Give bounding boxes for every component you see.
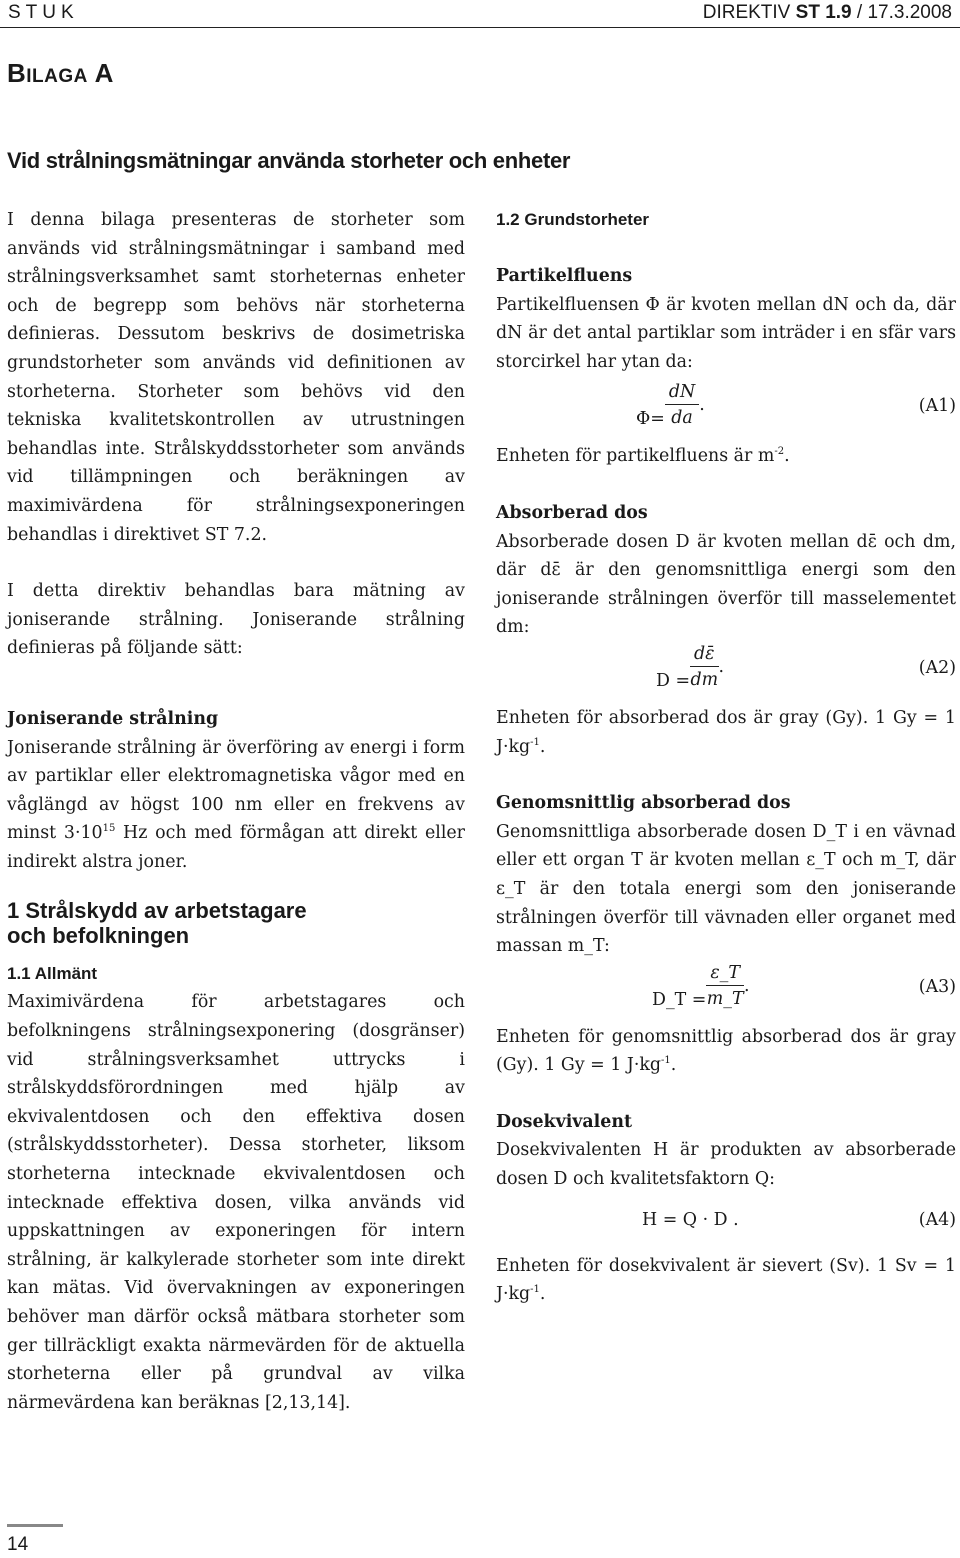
- absorbed-dose-definition: Absorberade dosen D är kvoten mellan dε̄ och dm, där dε̄ är den genomsnittliga energi som den joniserande strålningen överför till masselementet dm:: [496, 531, 956, 638]
- section-1-1-paragraph: Maximivärdena för arbetstagares och befolkningens strålningsexponering (dosgränser) vid strålningsverksamhet uttrycks i strålskyddsförordningen med hjälp av ekvivalentdosen och den effektiva dosen (strålskyddsstorheter). Dessa storheter, liksom storheterna intecknade ekvivalentdosen och intecknade effektiva dosen, vilka används vid uppskattningen av exponeringen för intern strålning, är kalkylerade storheter som inte direkt kan mätas. Vid övervakningen av exponeringen behöver man därför också mätbara storheter som ger tillräckligt exakta närmevärden för de aktuella storheterna eller på grundval av vilka närmevärdena kan beräknas [2,13,14].: [7, 992, 465, 1413]
- equation-number: (A3): [918, 976, 956, 997]
- left-column: [7, 206, 465, 1417]
- fluence-heading: Partikelfluens: [496, 266, 633, 286]
- dose-equivalent-unit: Enheten för dosekvivalent är sievert (Sv). 1 Sv = 1 $J\cdot kg^{-1}$.: [496, 1255, 956, 1305]
- equation-number: (A4): [918, 1209, 956, 1230]
- dose-equivalent-heading: Dosekvivalent: [496, 1111, 633, 1132]
- mean-absorbed-dose-unit: Enheten för genomsnittlig absorberad dos är gray (Gy). 1 Gy = 1 $J\cdot kg^{-1}$.: [496, 1026, 956, 1076]
- dose-equivalent-definition: Dosekvivalenten H är produkten av absorberade dosen D och kvalitetsfaktorn Q:: [496, 1140, 956, 1190]
- mean-absorbed-dose-heading: Genomsnittlig absorberad dos: [496, 793, 791, 814]
- absorbed-dose-heading: Absorberad dos: [496, 502, 648, 523]
- equation-a3: D_T = $\frac{\varepsilon\_T}{m\_T}$ . (A3): [652, 962, 956, 1010]
- header-rule: [0, 27, 960, 28]
- equation-a2: D = $\frac{d\varepsilon̄}{dm}$ . (A2): [656, 643, 956, 691]
- section-1-1-heading: 1.1 Allmänt: [7, 964, 98, 984]
- ionizing-radiation-definition: Joniserande strålning är överföring av energi i form av partiklar eller elektromagnetiska vågor med en våglängd av högst 100 nm eller en frekvens av minst $3\cdot 10^{15}$ Hz och med förmågan att direkt eller indirekt alstra joner.: [7, 737, 465, 872]
- fluence-definition: Partikelfluensen Φ är kvoten mellan dN och da, där dN är det antal partiklar som inträder i en sfär vars storcirkel har ytan da:: [496, 294, 956, 372]
- scope-paragraph: I detta direktiv behandlas bara mätning av joniserande strålning. Joniserande strålning definieras på följande sätt:: [7, 581, 465, 659]
- intro-paragraph: I denna bilaga presenteras de storheter som används vid strålningsmätningar i samband med strålningsverksamhet samt storheternas enheter och de begrepp som behövs när storheterna definieras. Dessutom beskrivs de dosimetriska grundstorheter som används vid definitionen av storheterna. Storheter som behövs vid den tekniska kvalitetskontrollen av utrustningen behandlas inte. Strålskyddsstorheter som används vid tillämpningen och beräkningen av maximivärdena för strålningsexponeringen behandlas i direktivet ST 7.2.: [7, 210, 465, 545]
- page-title: Vid strålningsmätningar använda storheter och enheter: [7, 148, 571, 173]
- appendix-heading: BILAGA A: [7, 58, 114, 88]
- mean-absorbed-dose-definition: Genomsnittliga absorberade dosen D_T i en vävnad eller ett organ T är kvoten mellan ε_T och m_T, där ε_T är den totala energi som den joniserande strålningen överför till vävnaden eller organet med massan m_T:: [496, 821, 956, 957]
- fluence-unit: Enheten för partikelfluens är $m^{-2}$.: [496, 446, 790, 467]
- equation-a4: H = Q · D . (A4): [496, 1194, 956, 1252]
- right-column: [496, 206, 956, 1309]
- header-directive: DIREKTIV ST 1.9 / 17.3.2008: [702, 2, 952, 23]
- equation-number: (A1): [918, 396, 956, 417]
- section-1-2-heading: 1.2 Grundstorheter: [496, 210, 650, 229]
- footer-rule: [7, 1524, 63, 1527]
- section-1-heading: 1 Strålskydd av arbetstagare och befolkningen: [7, 898, 307, 949]
- equation-number: (A2): [918, 657, 956, 678]
- header-agency: STUK: [8, 2, 79, 23]
- equation-a1: Φ= $\frac{dN}{da}$ . (A1): [636, 382, 956, 430]
- absorbed-dose-unit: Enheten för absorberad dos är gray (Gy). 1 Gy = 1 $J\cdot kg^{-1}$.: [496, 707, 956, 757]
- ionizing-radiation-heading: Joniserande strålning: [7, 708, 219, 729]
- page-number: 14: [7, 1534, 29, 1555]
